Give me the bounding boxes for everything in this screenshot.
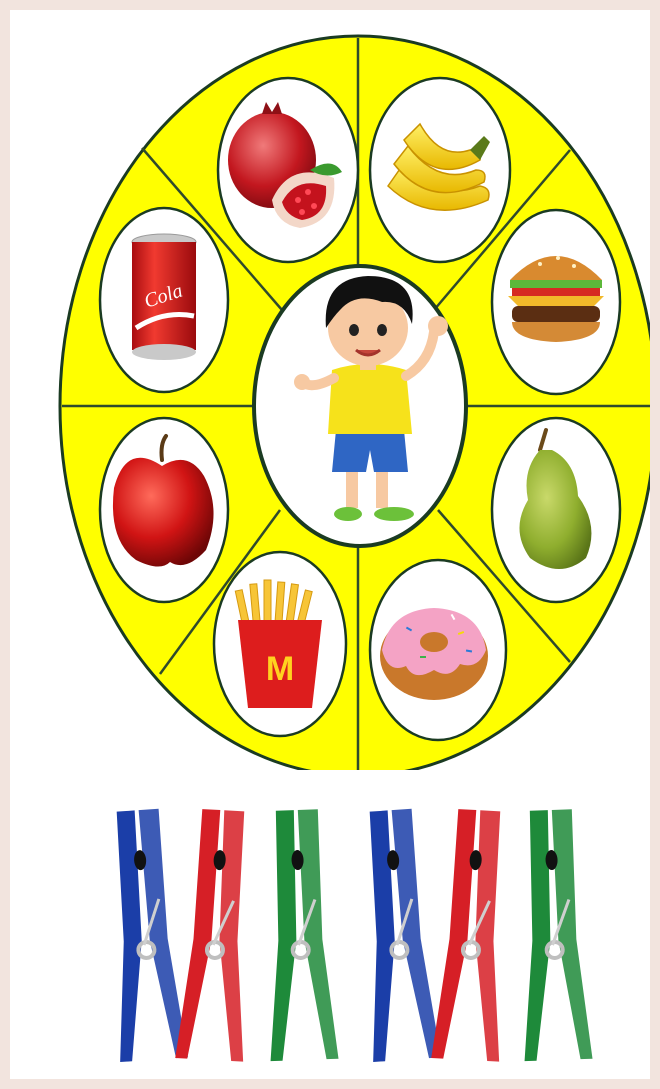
segment-hamburger xyxy=(492,210,620,394)
activity-card xyxy=(10,10,650,1079)
segment-pomegranate xyxy=(218,78,358,262)
clothespins-graphic xyxy=(10,790,650,1080)
clothespin-4[interactable] xyxy=(356,808,441,1062)
food-wheel-graphic xyxy=(10,10,650,770)
clothespin-5[interactable] xyxy=(431,808,512,1061)
clothespins-row xyxy=(10,790,650,1080)
hamburger-icon xyxy=(508,256,604,342)
food-wheel xyxy=(10,10,650,770)
segment-donut xyxy=(370,560,506,740)
cola-can-icon xyxy=(132,234,196,360)
cola-logo-lettering: Cola xyxy=(141,279,186,313)
clothespin-1[interactable] xyxy=(103,808,188,1062)
fries-logo-lettering: M xyxy=(265,650,295,688)
clothespin-6[interactable] xyxy=(516,809,593,1061)
segment-cola xyxy=(100,208,228,392)
segment-french-fries xyxy=(214,552,346,736)
center-boy xyxy=(254,266,466,546)
clothespin-2[interactable] xyxy=(175,808,256,1061)
segment-pear xyxy=(492,418,620,602)
segment-apple xyxy=(100,418,228,602)
clothespin-3[interactable] xyxy=(262,809,339,1061)
segment-banana xyxy=(370,78,510,262)
